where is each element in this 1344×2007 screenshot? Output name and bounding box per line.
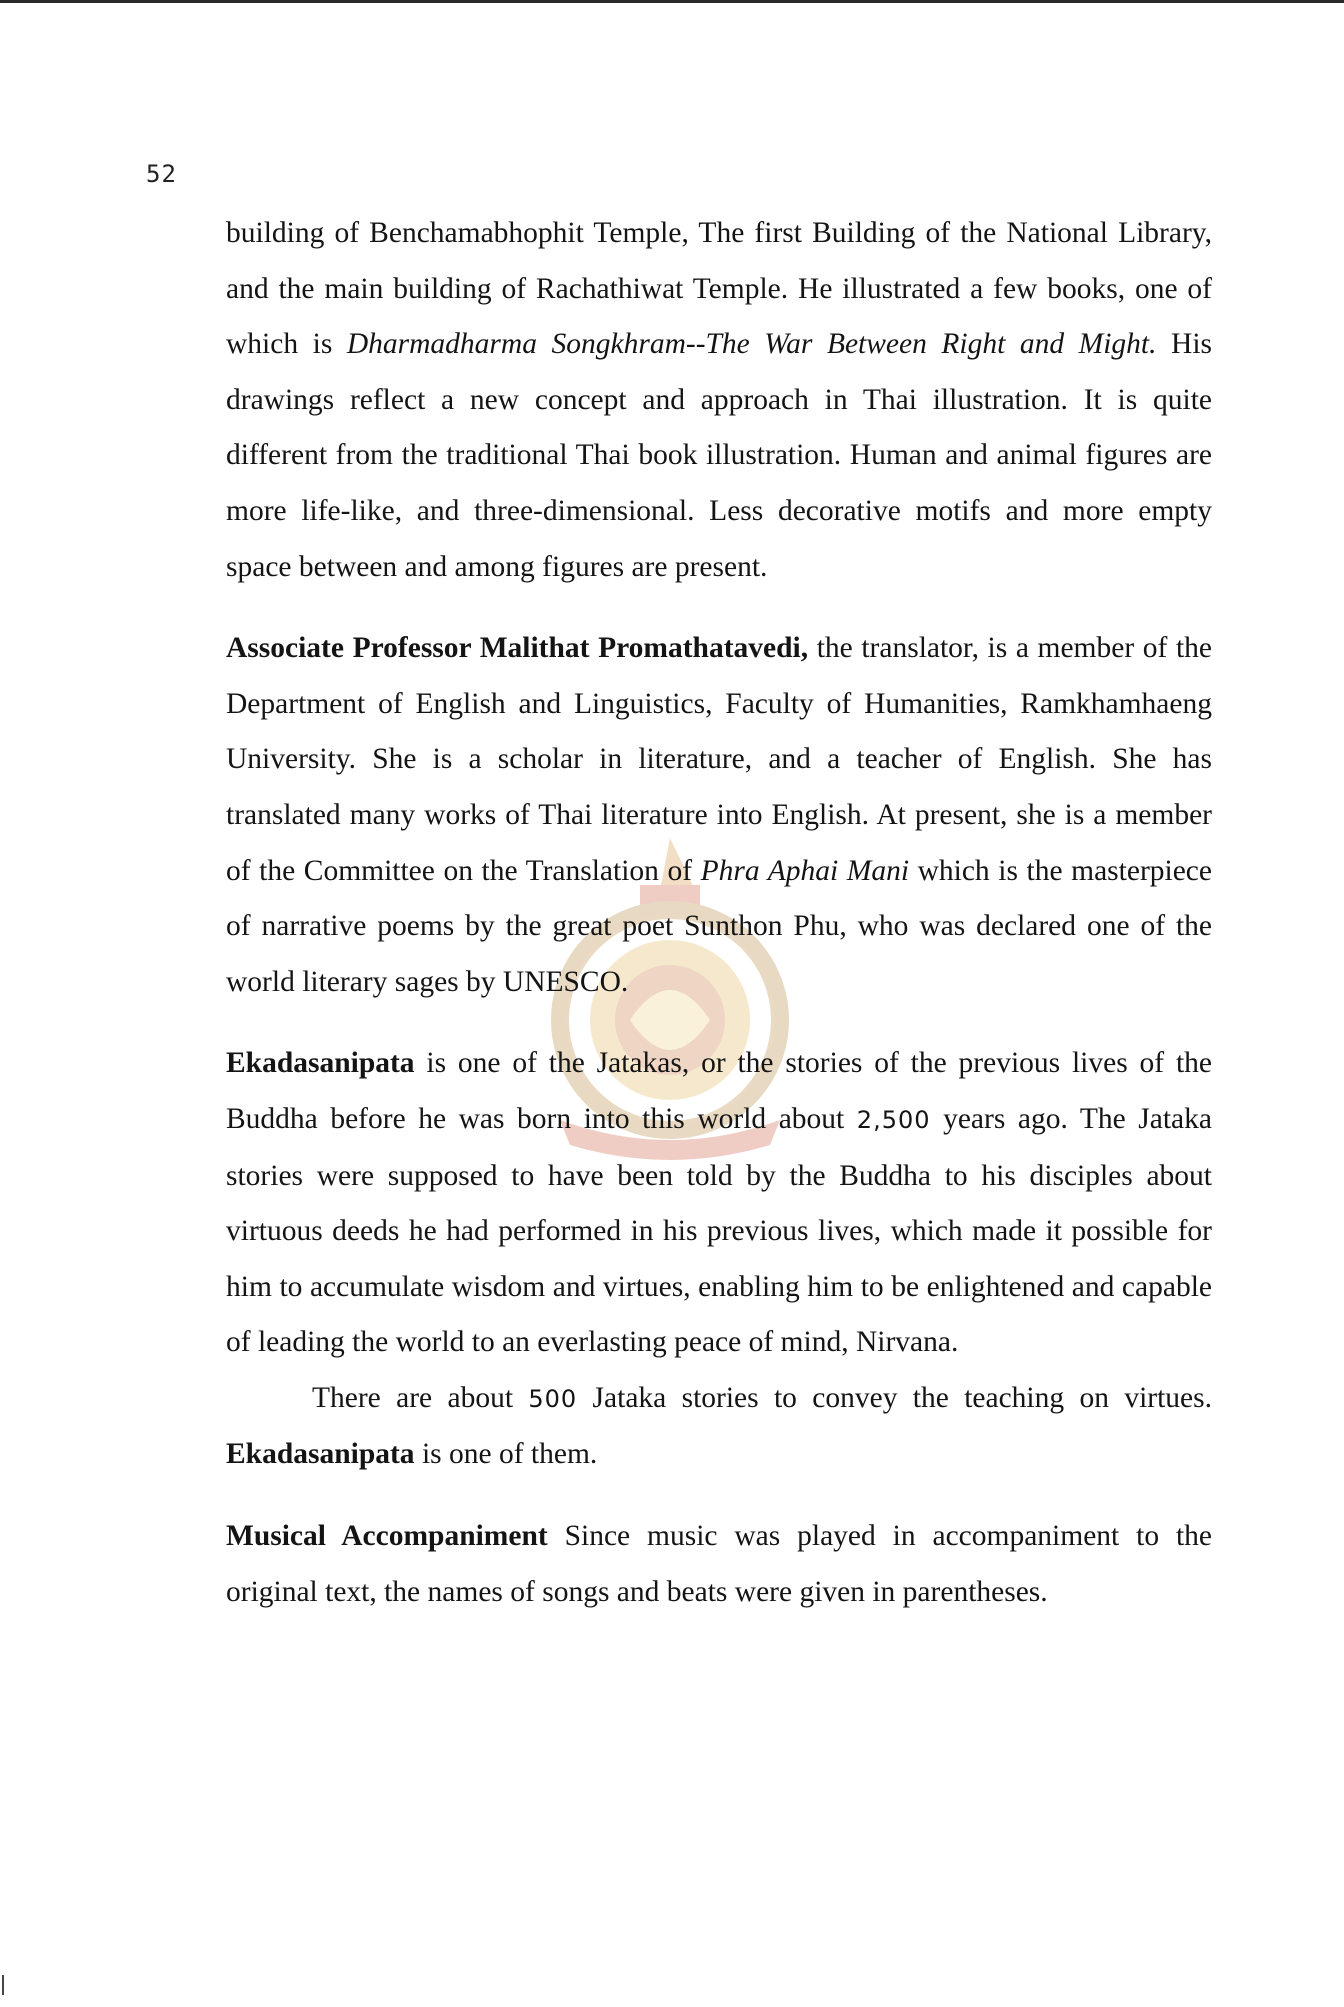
- paragraph-jataka-count: There are about 500 Jataka stories to convey the teaching on virtues. Ekadasanipata is one of them.: [226, 1381, 1212, 1471]
- term-musical-accompaniment: Musical Accompaniment: [226, 1520, 548, 1553]
- book-title: Dharmadharma Songkhram--The War Between Right and Might.: [346, 328, 1157, 361]
- poem-title: Phra Aphai Mani: [700, 854, 910, 887]
- paragraph-illustrator: building of Benchamabhophit Temple, The first Building of the National Library, and the main building of Rachathiwat Temple. He illustrated a few books, one of which is Dharmadharma Songkhram--The War Between Right and Might. His drawings reflect a new concept and approach in Thai illustration. It is quite different from the traditional Thai book illustration. Human and animal figures are more life-like, and three-dimensional. Less decorative motifs and more empty space between and among figures are present.: [226, 217, 1212, 583]
- paragraph-translator: Associate Professor Malithat Promathatavedi, the translator, is a member of the Department of English and Linguistics, Faculty of Humanities, Ramkhamhaeng University. She is a scholar in literature, and a teacher of English. She has translated many works of Thai literature into English. At present, she is a member of the Committee on the Translation of Phra Aphai Mani which is the masterpiece of narrative poems by the great poet Sunthon Phu, who was declared one of the world literary sages by UNESCO.: [226, 632, 1212, 998]
- number-years: 2,500: [856, 1105, 931, 1134]
- paragraph-music: Musical Accompaniment Since music was played in accompaniment to the original text, the names of songs and beats were given in parentheses.: [226, 1520, 1212, 1608]
- translator-name: Associate Professor Malithat Promathatavedi,: [226, 632, 809, 665]
- page-number: 52: [146, 160, 177, 188]
- paragraph-ekadasanipata: Ekadasanipata is one of the Jatakas, or the stories of the previous lives of the Buddha before he was born into this world about 2,500 years ago. The Jataka stories were supposed to have been told by the Buddha to his disciples about virtuous deeds he had performed in his previous lives, which made it possible for him to accumulate wisdom and virtues, enabling him to be enlightened and capable of leading the world to an everlasting peace of mind, Nirvana.: [226, 1047, 1212, 1359]
- scan-edge-mark: [2, 1975, 4, 1995]
- number-stories: 500: [528, 1384, 578, 1413]
- top-border-line: [0, 0, 1344, 3]
- term-ekadasanipata-2: Ekadasanipata: [226, 1438, 415, 1471]
- document-body: [226, 206, 1212, 1620]
- term-ekadasanipata: Ekadasanipata: [226, 1047, 415, 1080]
